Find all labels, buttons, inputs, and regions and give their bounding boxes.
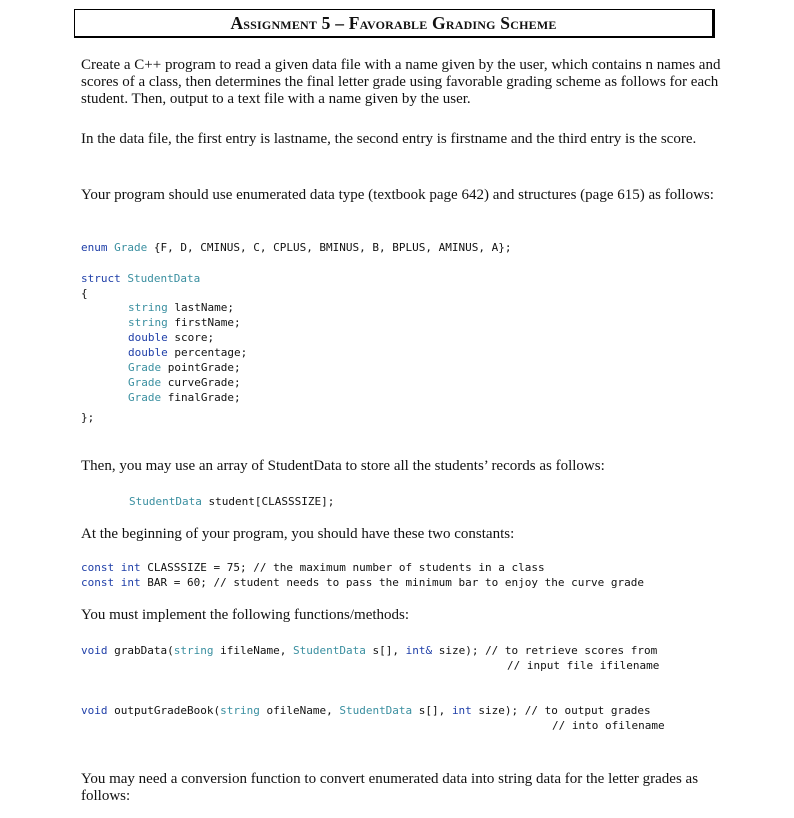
param-name: s[],: [365, 644, 406, 657]
field-type: Grade: [128, 376, 162, 389]
field-name: curveGrade;: [161, 376, 241, 389]
enum-body: {F, D, CMINUS, C, CPLUS, BMINUS, B, BPLUS, AMINUS, A};: [147, 241, 512, 254]
param-name: ifileName,: [213, 644, 293, 657]
struct-field: [128, 315, 247, 330]
field-type: Grade: [128, 391, 162, 404]
param-type: int&: [405, 644, 433, 657]
grabdata-signature: [81, 643, 657, 658]
enum-declaration: [81, 240, 512, 255]
param-type: string: [173, 644, 214, 657]
const-bar-rest: BAR = 60; // student needs to pass the minimum bar to enjoy the curve grade: [140, 576, 644, 589]
const-bar: [81, 575, 644, 590]
struct-keyword: struct: [81, 272, 121, 285]
code-comment: // to output grades: [524, 704, 651, 717]
struct-fields: [128, 300, 247, 405]
field-type: string: [128, 301, 168, 314]
array-decl: student[CLASSSIZE];: [201, 495, 335, 508]
return-type: void: [81, 644, 108, 657]
code-comment: // to retrieve scores from: [485, 644, 658, 657]
field-type: string: [128, 316, 168, 329]
param-type: string: [220, 704, 260, 717]
struct-field: [128, 390, 247, 405]
structures-paragraph: Your program should use enumerated data type (textbook page 642) and structures (page 615) as follows:: [81, 187, 714, 203]
field-name: pointGrade;: [161, 361, 241, 374]
const-keyword: const: [81, 561, 115, 574]
outputgradebook-comment-cont: // into ofilename: [552, 719, 665, 732]
struct-header: [81, 271, 200, 286]
field-name: lastName;: [167, 301, 234, 314]
field-name: finalGrade;: [161, 391, 241, 404]
array-type: StudentData: [129, 495, 202, 508]
outputgradebook-signature: [81, 703, 651, 718]
struct-field: [128, 330, 247, 345]
return-type: void: [81, 704, 108, 717]
const-classsize-rest: CLASSSIZE = 75; // the maximum number of students in a class: [140, 561, 545, 574]
int-keyword: int: [120, 561, 141, 574]
struct-field: [128, 345, 247, 360]
conversion-paragraph: You may need a conversion function to convert enumerated data into string data for the letter grades as follows:: [81, 771, 699, 804]
enum-keyword: enum: [81, 241, 108, 254]
function-name: grabData(: [107, 644, 174, 657]
param-name: ofileName,: [259, 704, 340, 717]
struct-close-brace: };: [81, 411, 95, 424]
int-keyword: int: [120, 576, 141, 589]
function-name: outputGradeBook(: [107, 704, 221, 717]
field-name: percentage;: [167, 346, 248, 359]
const-classsize: [81, 560, 545, 575]
functions-paragraph: You must implement the following functions/methods:: [81, 607, 410, 623]
field-name: score;: [167, 331, 215, 344]
param-type: StudentData: [339, 704, 413, 717]
struct-name: StudentData: [127, 272, 201, 285]
array-declaration: [129, 494, 334, 509]
assignment-title: Assignment 5 – Favorable Grading Scheme: [74, 9, 715, 38]
field-type: double: [128, 331, 168, 344]
enum-type-name: Grade: [114, 241, 148, 254]
const-keyword: const: [81, 576, 115, 589]
data-file-paragraph: In the data file, the first entry is lastname, the second entry is firstname and the third entry is the score.: [81, 131, 697, 147]
field-type: double: [128, 346, 168, 359]
param-name: size);: [432, 644, 486, 657]
grabdata-comment-cont: // input file ifilename: [507, 659, 660, 672]
param-name: size);: [471, 704, 525, 717]
param-name: s[],: [412, 704, 452, 717]
param-type: StudentData: [292, 644, 366, 657]
field-type: Grade: [128, 361, 162, 374]
struct-field: [128, 360, 247, 375]
struct-open-brace: {: [81, 287, 88, 300]
intro-paragraph: Create a C++ program to read a given data file with a name given by the user, which contains n names and scores of a class, then determines the final letter grade using favorable grading scheme as follows for each student. Then, output to a text file with a name given by the user.: [81, 57, 721, 107]
field-name: firstName;: [167, 316, 241, 329]
constants-paragraph: At the beginning of your program, you should have these two constants:: [81, 526, 515, 542]
struct-field: [128, 300, 247, 315]
array-paragraph: Then, you may use an array of StudentData to store all the students’ records as follows:: [81, 458, 605, 474]
struct-field: [128, 375, 247, 390]
param-type: int: [451, 704, 472, 717]
